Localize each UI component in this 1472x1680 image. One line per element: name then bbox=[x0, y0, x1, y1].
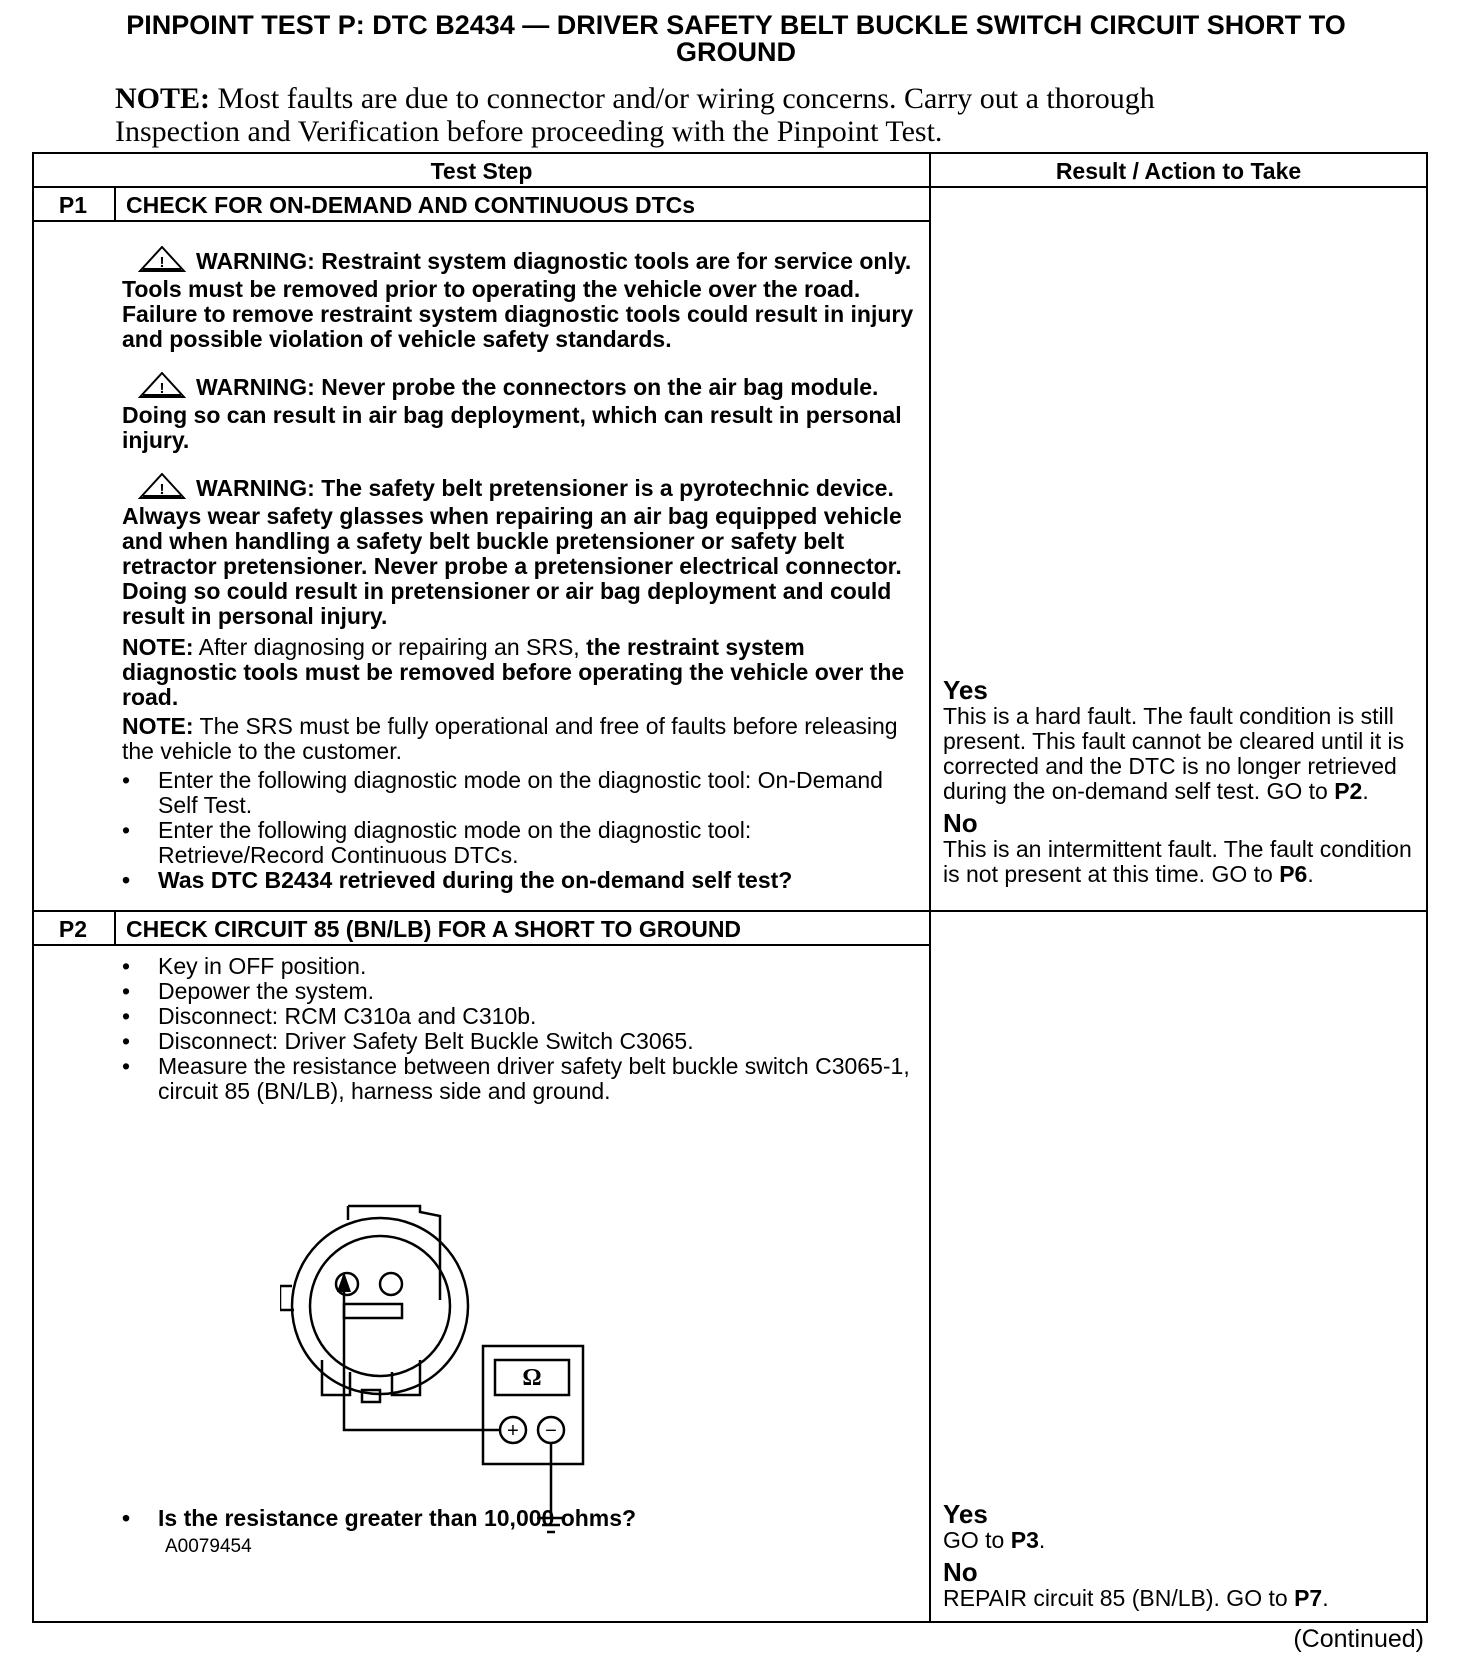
p1-question: • Was DTC B2434 retrieved during the on-demand self test? bbox=[122, 867, 793, 893]
p2-title-divider bbox=[34, 944, 929, 946]
positive-lead bbox=[344, 1286, 500, 1430]
warning-1: ! WARNING: Restraint system diagnostic tools are for service only. Tools must be removed prior to operating the vehicle over the road. Failure to remove restraint system diagnostic tools could result in injury and possible violation of vehicle safety standards. bbox=[122, 248, 914, 352]
p2-yes-label: Yes bbox=[943, 1499, 988, 1529]
warning-triangle-icon bbox=[138, 246, 186, 277]
warning-triangle-icon bbox=[138, 473, 186, 504]
svg-text:!: ! bbox=[159, 254, 165, 271]
svg-text:!: ! bbox=[159, 380, 165, 397]
step-title-p2: CHECK CIRCUIT 85 (BN/LB) FOR A SHORT TO GROUND bbox=[126, 916, 742, 942]
connector-key-slot bbox=[344, 1304, 402, 1318]
ground-symbol bbox=[537, 1518, 565, 1532]
p1-note-2: NOTE: The SRS must be fully operational and free of faults before releasing the vehicle to the customer. bbox=[122, 713, 898, 764]
p1-end-divider bbox=[34, 910, 1426, 912]
header-result-action: Result / Action to Take bbox=[1055, 158, 1302, 184]
column-divider bbox=[929, 154, 931, 1621]
warning-2: ! WARNING: Never probe the connectors on the air bag module. Doing so can result in air bag deployment, which can result in personal injury. bbox=[122, 374, 902, 453]
title-line-1: PINPOINT TEST P: DTC B2434 — DRIVER SAFETY BELT BUCKLE SWITCH CIRCUIT SHORT TO bbox=[126, 10, 1346, 40]
p1-title-divider bbox=[34, 220, 929, 222]
figure-id: A0079454 bbox=[165, 1536, 252, 1557]
connector-pin-2 bbox=[380, 1273, 402, 1295]
connector-outer-ring bbox=[292, 1218, 468, 1394]
p2-no-label: No bbox=[943, 1557, 978, 1587]
p1-id-divider bbox=[114, 186, 116, 220]
intro-note-text: Most faults are due to connector and/or wiring concerns. Carry out a thorough Inspection and Verification before proceeding with the Pinpoint Test. bbox=[115, 82, 1155, 148]
step-id-p1: P1 bbox=[58, 192, 88, 218]
p1-results bbox=[943, 676, 1419, 887]
intro-note-label: NOTE: bbox=[115, 82, 211, 115]
p1-body bbox=[122, 246, 922, 893]
continued-label: (Continued) bbox=[1293, 1625, 1424, 1653]
p1-bullet-2: • Enter the following diagnostic mode on the diagnostic tool: Retrieve/Record Continuous DTCs. bbox=[122, 817, 752, 868]
p2-bullet-5: • Measure the resistance between driver safety belt buckle switch C3065-1, circuit 85 (BN/LB), harness side and ground. bbox=[122, 1053, 910, 1104]
p2-no-text: REPAIR circuit 85 (BN/LB). GO to P7. bbox=[943, 1585, 1329, 1611]
p1-no-text: This is an intermittent fault. The fault condition is not present at this time. GO to P6. bbox=[943, 836, 1412, 887]
p1-yes-label: Yes bbox=[943, 675, 988, 705]
p2-yes-text: GO to P3. bbox=[943, 1527, 1046, 1553]
plus-sign: + bbox=[507, 1420, 519, 1442]
p2-bullet-4: • Disconnect: Driver Safety Belt Buckle Switch C3065. bbox=[122, 1028, 694, 1054]
warning-3: ! WARNING: The safety belt pretensioner is a pyrotechnic device. Always wear safety glasses when repairing an air bag equipped vehicle and when handling a safety belt buckle pretensioner or safety belt retractor pretensioner. Never probe a pretensioner electrical connector. Doing so could result in pretensioner or air bag deployment and could result in personal injury. bbox=[122, 475, 902, 629]
page-title bbox=[60, 12, 1412, 66]
p2-bullet-3: • Disconnect: RCM C310a and C310b. bbox=[122, 1003, 537, 1029]
step-title-p1: CHECK FOR ON-DEMAND AND CONTINUOUS DTCs bbox=[126, 192, 696, 218]
ohm-symbol: Ω bbox=[522, 1365, 542, 1391]
p2-question: • Is the resistance greater than 10,000 ohms? bbox=[122, 1505, 637, 1531]
p2-id-divider bbox=[114, 910, 116, 944]
header-divider bbox=[34, 186, 1426, 188]
p1-bullet-1: • Enter the following diagnostic mode on the diagnostic tool: On-Demand Self Test. bbox=[122, 767, 883, 818]
p1-note-1: NOTE: After diagnosing or repairing an SRS, the restraint system diagnostic tools must be removed before operating the vehicle over the road. bbox=[122, 634, 905, 710]
title-line-2: GROUND bbox=[676, 37, 796, 67]
p1-no-label: No bbox=[943, 808, 978, 838]
step-id-p2: P2 bbox=[58, 916, 88, 942]
p2-bullet-2: • Depower the system. bbox=[122, 978, 375, 1004]
header-test-step: Test Step bbox=[430, 158, 533, 184]
intro-note bbox=[115, 82, 1265, 148]
svg-text:!: ! bbox=[159, 481, 165, 498]
p2-body bbox=[122, 954, 922, 1104]
p1-yes-text: This is a hard fault. The fault condition is still present. This fault cannot be cleared until it is corrected and the DTC is no longer retrieved during the on-demand self test. GO to P2. bbox=[943, 703, 1405, 804]
p2-bullet-1: • Key in OFF position. bbox=[122, 953, 367, 979]
p2-results bbox=[943, 1500, 1419, 1611]
resistance-measurement-diagram bbox=[280, 1200, 640, 1540]
pinpoint-table bbox=[32, 152, 1428, 1623]
minus-sign: − bbox=[545, 1420, 557, 1442]
warning-triangle-icon bbox=[138, 372, 186, 403]
connector-inner-ring bbox=[310, 1236, 450, 1376]
